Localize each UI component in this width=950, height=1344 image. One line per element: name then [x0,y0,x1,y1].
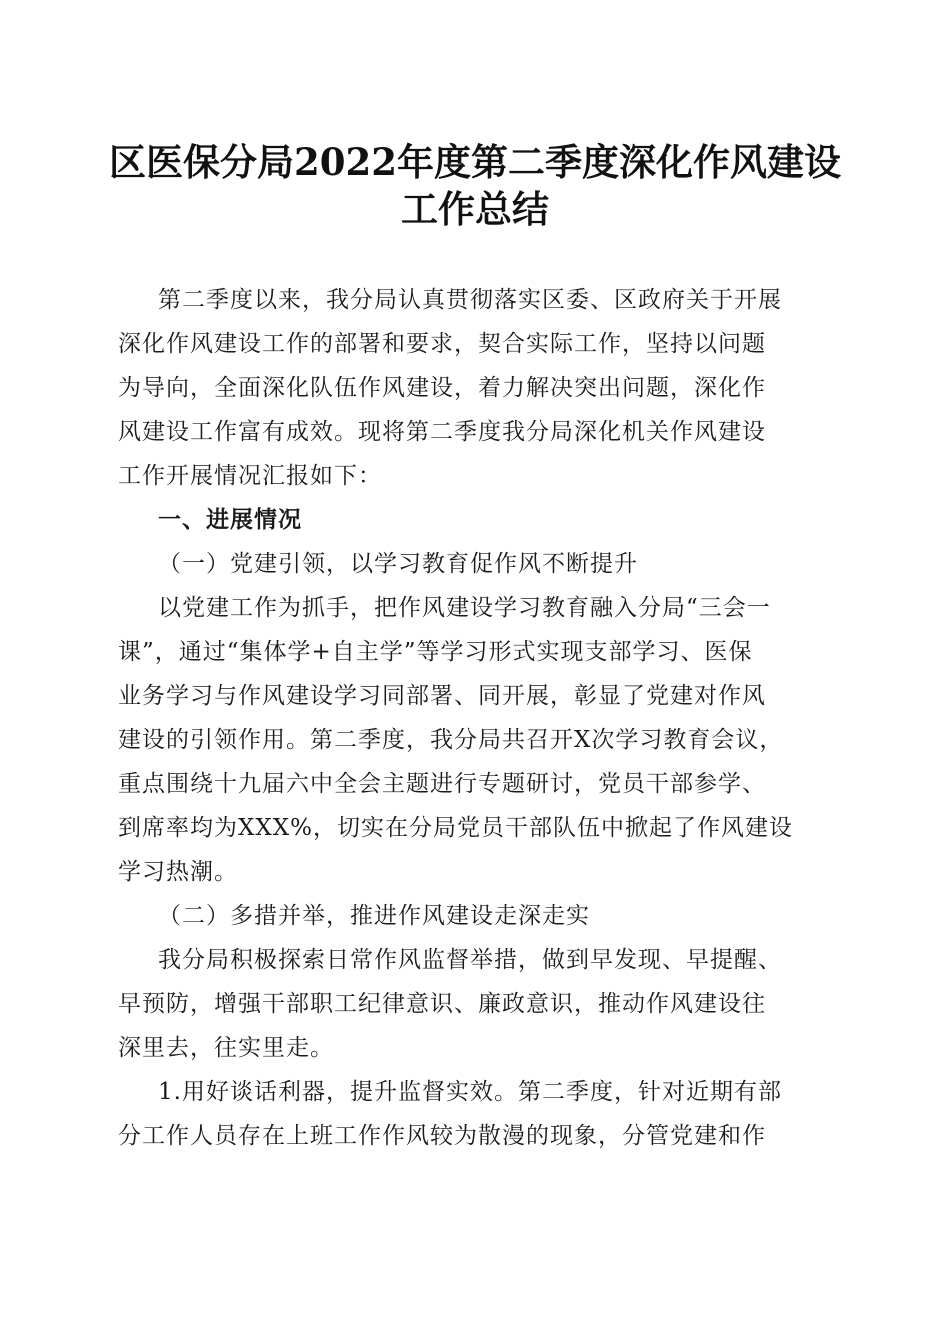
paragraph-line: 1.用好谈话利器，提升监督实效。第二季度，针对近期有部 [158,1079,782,1105]
paragraph-line: 以党建工作为抓手，把作风建设学习教育融入分局“三会一 [158,595,771,621]
subsection-heading: （一）党建引领，以学习教育促作风不断提升 [158,551,638,577]
paragraph-line: 风建设工作富有成效。现将第二季度我分局深化机关作风建设 [118,419,766,445]
paragraph-line: 重点围绕十九届六中全会主题进行专题研讨，党员干部参学、 [118,771,766,797]
section-heading: 一、进展情况 [158,507,302,533]
paragraph-line: 课”，通过“集体学+自主学”等学习形式实现支部学习、医保 [118,639,753,665]
paragraph-line: 深化作风建设工作的部署和要求，契合实际工作，坚持以问题 [118,331,766,357]
document-title-line-2: 工作总结 [401,187,549,231]
paragraph-line: 深里去，往实里走。 [118,1035,334,1061]
paragraph-line: 业务学习与作风建设学习同部署、同开展，彰显了党建对作风 [118,683,766,709]
document-title-line-1: 区医保分局2022年度第二季度深化作风建设 [109,140,841,184]
paragraph-line: 学习热潮。 [118,859,238,885]
paragraph-line: 为导向，全面深化队伍作风建设，着力解决突出问题，深化作 [118,375,766,401]
paragraph-line: 到席率均为XXX%，切实在分局党员干部队伍中掀起了作风建设 [118,815,793,841]
paragraph-line: 建设的引领作用。第二季度，我分局共召开X次学习教育会议， [118,727,784,753]
paragraph-line: 第二季度以来，我分局认真贯彻落实区委、区政府关于开展 [158,287,782,313]
subsection-heading: （二）多措并举，推进作风建设走深走实 [158,903,590,929]
paragraph-line: 我分局积极探索日常作风监督举措，做到早发现、早提醒、 [158,947,782,973]
document-body [118,278,838,1158]
paragraph-line: 工作开展情况汇报如下： [118,463,382,489]
paragraph-line: 早预防，增强干部职工纪律意识、廉政意识，推动作风建设往 [118,991,766,1017]
paragraph-line: 分工作人员存在上班工作作风较为散漫的现象，分管党建和作 [118,1123,766,1149]
